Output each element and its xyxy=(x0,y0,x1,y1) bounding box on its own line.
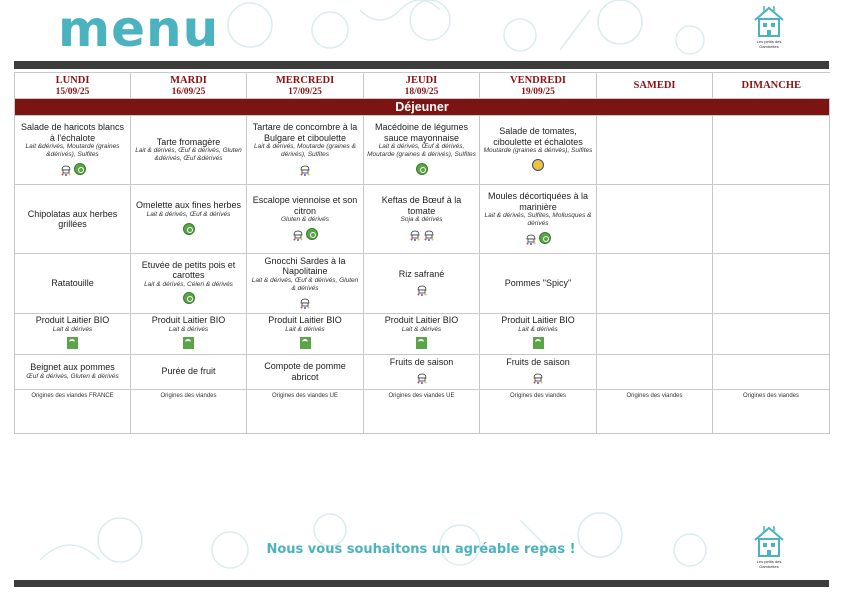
entree-cell xyxy=(597,116,713,185)
side-cell xyxy=(480,254,597,314)
dish-name: Produit Laitier BIO xyxy=(151,315,226,325)
meat-origin-cell: Origines des viandes xyxy=(597,389,713,433)
meat-origin-cell: Origines des viandes UE xyxy=(247,389,364,433)
page-title: menu xyxy=(58,0,220,58)
meal-band-row xyxy=(15,99,830,116)
days-header-row xyxy=(15,73,830,99)
dish-icons xyxy=(415,160,429,178)
allergen-list: Lait & dérivés, Céleri & dérivés xyxy=(144,280,233,288)
entree-cell xyxy=(364,116,480,185)
top-divider-bar xyxy=(14,61,829,69)
meat-origin-cell: Origines des viandes UE xyxy=(364,389,480,433)
weekly-menu-table xyxy=(14,72,830,434)
bio-icon xyxy=(67,337,78,349)
chef-icon xyxy=(299,296,311,308)
allergen-list: Soja & dérivés xyxy=(400,216,443,223)
side-cell xyxy=(15,254,131,314)
meat-origin-cell: Origines des viandes xyxy=(480,389,597,433)
dish-icons xyxy=(291,225,319,243)
dish-icons xyxy=(415,368,429,386)
vegetarian-icon xyxy=(416,163,428,175)
main-course-row xyxy=(15,185,830,254)
vegetarian-icon xyxy=(183,223,195,235)
dairy-cell xyxy=(15,314,131,355)
dish-name: Produit Laitier BIO xyxy=(268,315,342,325)
dish-name: Purée de fruit xyxy=(161,366,216,377)
dessert-cell xyxy=(364,354,480,389)
dish-name: Produit Laitier BIO xyxy=(35,315,110,325)
side-cell xyxy=(713,254,830,314)
allergen-list: Lait & dérivés xyxy=(518,325,558,333)
day-name: MARDI xyxy=(170,74,207,86)
dish-name: Tarte fromagère xyxy=(156,136,221,147)
chef-icon xyxy=(423,228,435,240)
allergen-list: Lait & dérivés, Moutarde (graines & dérivés), Sulfites xyxy=(254,143,356,158)
side-cell xyxy=(247,254,364,314)
dish-icons xyxy=(531,368,545,386)
chef-icon xyxy=(532,371,544,383)
chef-icon xyxy=(60,163,72,175)
day-header xyxy=(364,73,480,99)
bio-icon xyxy=(416,337,427,349)
dish-name: Fruits de saison xyxy=(389,356,454,367)
day-header xyxy=(247,73,364,99)
dish-icons xyxy=(299,335,312,353)
dish-name: Pommes "Spicy" xyxy=(504,278,572,289)
day-name: VENDREDI xyxy=(509,74,566,86)
allergen-list: Lait & dérivés xyxy=(52,325,93,333)
vegetarian-icon xyxy=(183,292,195,304)
dairy-cell xyxy=(364,314,480,355)
logo-caption-line1: Les petits des xyxy=(756,559,782,564)
allergen-list: Lait & dérivés, Sulfites, Mollusques & dérivés xyxy=(484,212,592,227)
dairy-cell xyxy=(131,314,247,355)
dish-name: Produit Laitier BIO xyxy=(501,315,575,325)
dish-icons xyxy=(532,335,545,353)
dish-name: Ratatouille xyxy=(51,278,94,289)
day-header xyxy=(131,73,247,99)
side-cell xyxy=(597,254,713,314)
dairy-cell xyxy=(713,314,830,355)
day-header xyxy=(480,73,597,99)
dish-icons xyxy=(298,160,312,178)
dessert-cell xyxy=(131,354,247,389)
dessert-cell xyxy=(247,354,364,389)
chef-icon xyxy=(299,163,311,175)
side-cell xyxy=(364,254,480,314)
dish-name: Compote de pomme abricot xyxy=(264,361,346,382)
meal-label: Déjeuner xyxy=(15,99,830,116)
logo-caption-line2: Gambettes xyxy=(759,44,779,49)
side-dish-row xyxy=(15,254,830,314)
meat-origin-cell: Origines des viandes xyxy=(713,389,830,433)
dish-name: Omelette aux fines herbes xyxy=(135,200,242,211)
dish-icons xyxy=(298,294,312,312)
day-header xyxy=(597,73,713,99)
allergen-list: Lait & dérivés, Œuf & dérivés, Gluten & dérivés xyxy=(251,276,359,292)
logo-caption-line1: Les petits des xyxy=(756,39,782,44)
dish-icons xyxy=(182,290,196,308)
bio-icon xyxy=(533,337,544,349)
day-name: LUNDI xyxy=(55,74,90,86)
dairy-row xyxy=(15,314,830,355)
bio-icon xyxy=(300,337,311,349)
main-cell xyxy=(480,185,597,254)
main-cell xyxy=(364,185,480,254)
meat-origin-cell: Origines des viandes xyxy=(131,389,247,433)
dish-icons xyxy=(415,335,428,353)
entree-cell xyxy=(15,116,131,185)
school-house-icon xyxy=(749,3,789,39)
entree-cell xyxy=(480,116,597,185)
dish-name: Keftas de Bœuf à la tomate xyxy=(381,195,462,216)
bio-icon xyxy=(183,337,194,349)
dish-name: Chipolatas aux herbes grillées xyxy=(27,208,118,229)
dish-icons xyxy=(415,280,429,298)
day-name: DIMANCHE xyxy=(741,80,801,91)
dish-name: Produit Laitier BIO xyxy=(384,315,459,325)
main-cell xyxy=(713,185,830,254)
chef-icon xyxy=(409,228,421,240)
vegetarian-icon xyxy=(74,163,86,175)
label-rouge-icon xyxy=(532,159,544,171)
dish-name: Salade de tomates, ciboulette et échalotes xyxy=(493,126,583,147)
logo-caption-line2: Gambettes xyxy=(759,564,779,569)
entree-cell xyxy=(247,116,364,185)
day-name: JEUDI xyxy=(405,74,438,86)
day-name: MERCREDI xyxy=(275,74,335,86)
dessert-cell xyxy=(15,354,131,389)
chef-icon xyxy=(525,232,537,244)
dish-name: Fruits de saison xyxy=(506,356,570,367)
dish-name: Beignet aux pommes xyxy=(30,362,115,373)
entree-cell xyxy=(713,116,830,185)
day-header xyxy=(15,73,131,99)
dairy-cell xyxy=(247,314,364,355)
side-cell xyxy=(131,254,247,314)
allergen-list: Lait &dérivés, Moutarde (graines &dérivés), Sulfites xyxy=(25,143,120,158)
day-header xyxy=(713,73,830,99)
dish-name: Etuvée de petits pois et carottes xyxy=(141,259,236,280)
top-logo xyxy=(749,3,789,49)
dish-icons xyxy=(59,160,87,178)
meat-origin-cell: Origines des viandes FRANCE xyxy=(15,389,131,433)
chef-icon xyxy=(416,283,428,295)
entree-row xyxy=(15,116,830,185)
dish-icons xyxy=(531,156,545,174)
allergen-list: Lait & dérivés, Œuf & dérivés xyxy=(146,210,231,218)
dish-name: Gnocchi Sardes à la Napolitaine xyxy=(264,255,346,276)
dish-name: Tartare de concombre à la Bulgare et ciboulette xyxy=(252,122,358,143)
bottom-logo xyxy=(749,523,789,569)
main-cell xyxy=(131,185,247,254)
dish-name: Riz safrané xyxy=(398,268,445,279)
dish-icons xyxy=(182,220,196,238)
dish-name: Macédoine de légumes sauce mayonnaise xyxy=(374,122,469,143)
main-cell xyxy=(597,185,713,254)
bottom-divider-bar xyxy=(14,580,829,587)
dish-icons xyxy=(182,335,195,353)
dairy-cell xyxy=(480,314,597,355)
dish-name: Escalope viennoise et son citron xyxy=(252,195,358,216)
day-date: 15/09/25 xyxy=(55,86,90,97)
footer-message: Nous vous souhaitons un agréable repas ! xyxy=(266,542,576,557)
dish-icons xyxy=(408,225,436,243)
meat-origin-row xyxy=(15,389,830,433)
dessert-cell xyxy=(480,354,597,389)
dessert-cell xyxy=(713,354,830,389)
allergen-list: Moutarde (graines & dérivés), Sulfites xyxy=(483,147,593,154)
dessert-row xyxy=(15,354,830,389)
day-name: SAMEDI xyxy=(633,80,676,91)
dish-icons xyxy=(66,335,79,353)
vegetarian-icon xyxy=(306,228,318,240)
vegetarian-icon xyxy=(539,232,551,244)
allergen-list: Lait & dérivés xyxy=(168,325,209,333)
day-date: 18/09/25 xyxy=(404,86,439,97)
main-cell xyxy=(15,185,131,254)
chef-icon xyxy=(416,371,428,383)
dish-name: Salade de haricots blancs à l'échalote xyxy=(20,122,125,143)
dairy-cell xyxy=(597,314,713,355)
main-cell xyxy=(247,185,364,254)
allergen-list: Œuf & dérivés, Gluten & dérivés xyxy=(26,372,119,380)
allergen-list: Lait & dérivés xyxy=(285,325,325,333)
allergen-list: Lait & dérivés, Œuf & dérivés, Moutarde (graines & dérivés), Sulfites xyxy=(367,143,476,158)
entree-cell xyxy=(131,116,247,185)
allergen-list: Lait & dérivés, Œuf & dérivés, Gluten &dérivés, Œuf &dérivés xyxy=(135,147,242,163)
dessert-cell xyxy=(597,354,713,389)
chef-icon xyxy=(292,228,304,240)
allergen-list: Lait & dérivés xyxy=(401,325,442,333)
dish-name: Moules décortiquées à la marinière xyxy=(487,191,589,212)
day-date: 16/09/25 xyxy=(171,86,206,97)
day-date: 19/09/25 xyxy=(521,86,555,97)
school-house-icon xyxy=(749,523,789,559)
dish-icons xyxy=(524,229,552,247)
allergen-list: Gluten & dérivés xyxy=(280,216,330,223)
day-date: 17/09/25 xyxy=(288,86,322,97)
